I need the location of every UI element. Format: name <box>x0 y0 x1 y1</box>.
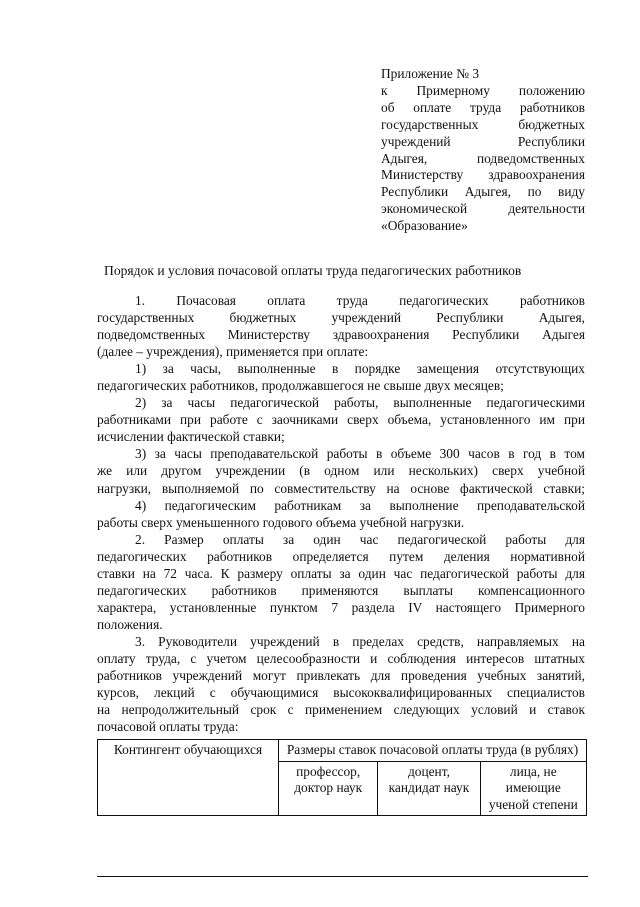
body-line: 1) за часы, выполненные в порядке замещения отсутствующих <box>135 361 585 377</box>
body-line: работы сверх уменьшенного годового объема учебной нагрузки. <box>97 514 465 530</box>
body-line: государственных бюджетных учреждений Республики Адыгея, <box>97 310 585 326</box>
appendix-line: Адыгея, подведомственных <box>381 150 585 166</box>
body-line: 1. Почасовая оплата труда педагогических работников <box>135 293 585 308</box>
body-line: педагогических работников, продолжавшегося не свыше двух месяцев; <box>97 378 504 394</box>
appendix-line: Министерству здравоохранения <box>381 167 585 183</box>
appendix-line: Приложение № 3 <box>381 66 480 81</box>
body-line: исчислении фактической ставки; <box>97 429 285 445</box>
appendix-line: Республики Адыгея, по виду <box>381 184 585 200</box>
body-line: оплату труда, с учетом целесообразности и соблюдения интересов штатных <box>97 650 585 666</box>
body-line: курсов, лекций с обучающимися высококвалифицированных специалистов <box>97 685 585 701</box>
header-contingent: Контингент обучающихся <box>98 740 279 816</box>
appendix-header <box>381 66 585 235</box>
body-line: (далее – учреждения), применяется при оплате: <box>97 344 369 360</box>
body-line: почасовой оплаты труда: <box>97 719 239 735</box>
body-line: 4) педагогическим работникам за выполнение преподавательской <box>135 497 585 513</box>
subheader-no-degree: лица, не имеющие ученой степени <box>480 761 586 816</box>
rates-table <box>97 739 587 816</box>
document-title: Порядок и условия почасовой оплаты труда педагогических работников <box>104 263 522 278</box>
body-line: нагрузки, выполняемой по совместительству на основе фактической ставки; <box>97 480 585 496</box>
body-line: подведомственных Министерству здравоохранения Республики Адыгея <box>97 327 585 343</box>
table-bottom-border <box>97 876 588 877</box>
body-line: 2. Размер оплаты за один час педагогической работы для <box>135 531 585 547</box>
table-header-row <box>98 740 587 762</box>
body-line: же или другом учреждении (в одном или нескольких) сверх учебной <box>97 463 585 479</box>
appendix-line: экономической деятельности <box>381 201 585 217</box>
subheader-docent: доцент, кандидат наук <box>378 761 480 816</box>
body-line: 3. Руководители учреждений в пределах средств, направляемых на <box>135 633 585 649</box>
body-line: педагогических работников определяется путем деления нормативной <box>97 548 585 564</box>
body-line: ставки на 72 часа. К размеру оплаты за один час педагогической работы для <box>97 565 585 581</box>
body-line: характера, установленные пунктом 7 раздела IV настоящего Примерного <box>97 599 585 615</box>
appendix-line: учреждений Республики <box>381 133 585 149</box>
body-line: работниками при работе с заочниками сверх объема, установленного им при <box>97 412 585 428</box>
body-line: 3) за часы преподавательской работы в объеме 300 часов в год в том <box>135 446 585 462</box>
appendix-line: об оплате труда работников <box>381 99 585 115</box>
document-body <box>97 292 585 735</box>
body-line: положения. <box>97 616 163 632</box>
body-line: на непродолжительный срок с применением следующих условий и ставок <box>97 702 585 718</box>
body-line: 2) за часы педагогической работы, выполненные педагогическими <box>135 395 585 411</box>
subheader-professor: профессор, доктор наук <box>279 761 378 816</box>
header-rates: Размеры ставок почасовой оплаты труда (в рублях) <box>279 740 587 762</box>
appendix-line: «Образование» <box>381 218 468 234</box>
body-line: педагогических работников применяются выплаты компенсационного <box>97 582 585 598</box>
appendix-line: к Примерному положению <box>381 82 585 98</box>
appendix-line: государственных бюджетных <box>381 116 585 132</box>
body-line: работников учреждений могут привлекать для проведения учебных занятий, <box>97 668 585 684</box>
